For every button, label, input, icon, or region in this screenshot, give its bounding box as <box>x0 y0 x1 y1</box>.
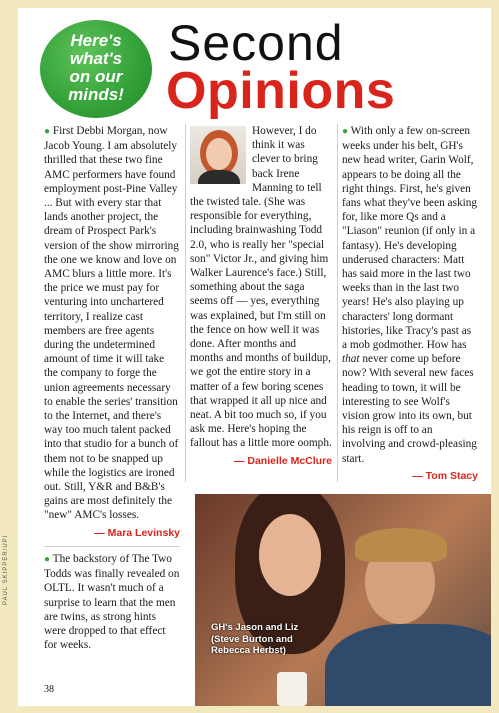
liz-face-shape <box>259 514 321 596</box>
column-right <box>342 124 478 483</box>
coffee-cup-icon <box>277 672 307 706</box>
badge-line: what's <box>69 49 123 68</box>
page-title-bottom: Opinions <box>166 62 396 120</box>
bullet-icon: ● <box>342 126 349 137</box>
article-paragraph <box>44 124 180 523</box>
article-text: First Debbi Morgan, now Jacob Young. I am absolutely thrilled that these two fine AMC performers have found employment post-Pine Valley ... But with every star that lands another project, the dream of Prospect Park's version of the show mirroring the one we know and love on AMC blurs a little more. It's the price we must pay for venturing into unchartered territory, I realize cast members are free agents during the undetermined amount of time it will take the company to forge the union agreements necessary to enable the series' transition to the Internet, and there's way too much talent packed into that studio for a bunch of them not to be snapped up while the logistics are ironed out. Still, Y&R and B&B's gains are most definitely the "new" AMC's losses. <box>44 125 179 522</box>
badge-line: on our <box>69 67 123 86</box>
photo-credit: PAUL SKIPPER/UPI <box>3 534 9 605</box>
scene-photo <box>195 494 491 706</box>
byline: — Tom Stacy <box>412 469 478 482</box>
face-shape <box>206 138 232 170</box>
article-paragraph <box>342 124 478 466</box>
article-text: With only a few on-screen weeks under his belt, GH's new head writer, Garin Wolf, appears to be doing all the right things. First, he's given fans what they've been asking for, like more Qs and a "Liason" reunion (if only in a fantasy). He's developing underused characters: Matt has said more in the last two weeks than in the last two years! He's also playing up characters' long dormant histories, like Tracy's past as a mob godmother. How has <box>342 125 478 352</box>
bullet-icon: ● <box>44 553 51 565</box>
byline: — Mara Levinsky <box>94 526 180 539</box>
column-divider <box>337 124 338 482</box>
jason-shirt-shape <box>325 624 491 706</box>
badge-line: Here's <box>70 31 122 50</box>
danielle-portrait <box>190 126 246 184</box>
article-text: The backstory of The Two Todds was finally revealed on OLTL. It wasn't much of a surprise to learn that the men are twins, as strong hints were dropped to that effect for weeks. <box>44 552 180 652</box>
jason-hair-shape <box>355 528 447 562</box>
photo-caption: GH's Jason and Liz (Steve Burton and Rebecca Herbst) <box>211 622 299 656</box>
header-badge <box>40 20 152 118</box>
page-number: 38 <box>44 684 54 695</box>
column-middle <box>190 124 332 468</box>
section-divider <box>44 546 180 547</box>
badge-line: minds! <box>68 85 124 104</box>
byline: — Danielle McClure <box>233 454 332 467</box>
article-text: never come up before now? With several new faces heading to town, it will be interesting to see Wolf's vision grow into its own, but his reign is off to an involving and crowd-pleasing start. <box>342 353 477 465</box>
column-left <box>44 124 180 652</box>
article-emphasis: that <box>342 353 360 366</box>
article-text: However, I do think it was clever to bring back Irene Manning to tell the twisted tale. (She was responsible for everything, including brainwashing Todd 2.0, who is really her "special son" Victor Jr., and giving him Walker Laurence's face.) Still, something about the saga seems off — yes, everything was explained, but I'm still on the fence on how well it was done. After months and months and months of buildup, we got the entire story in a matter of a few boring scenes that wrapped it all up nice and neat. A bit too much so, if you ask me. Here's hoping the fallout has a little more oomph. <box>190 125 332 450</box>
shoulders-shape <box>198 170 240 184</box>
article-paragraph <box>44 552 180 652</box>
bullet-icon: ● <box>44 126 51 137</box>
column-divider <box>185 124 186 482</box>
page-title-top: Second <box>168 15 344 71</box>
